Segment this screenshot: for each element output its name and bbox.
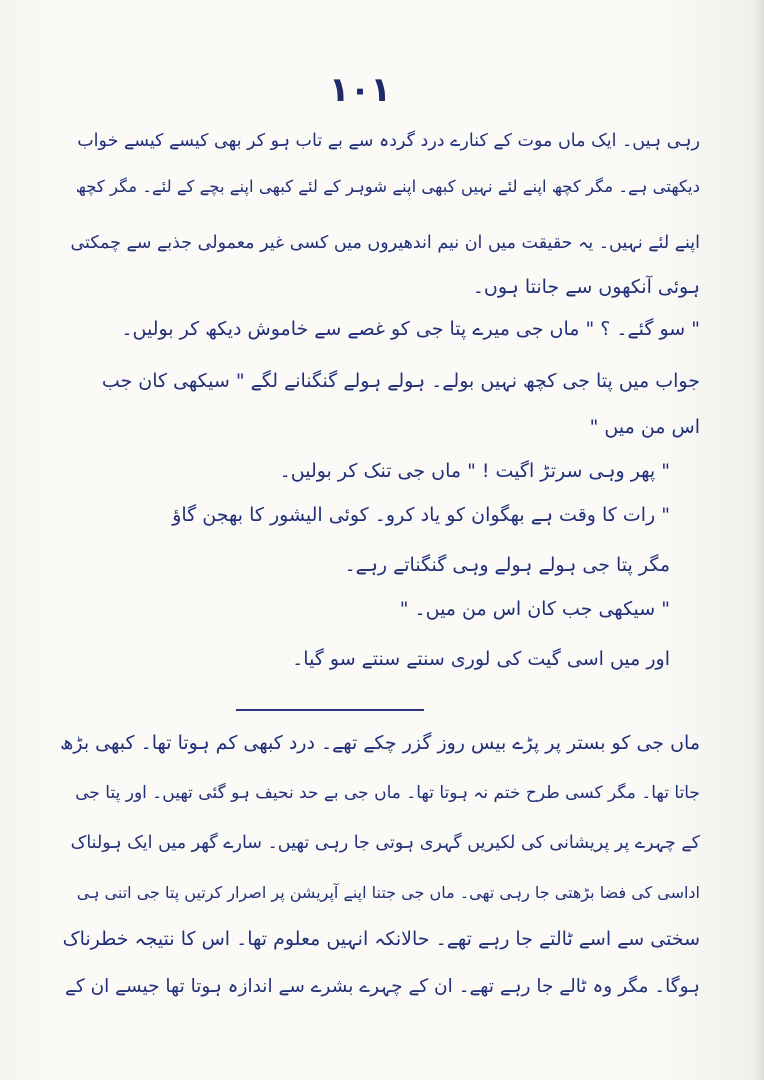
text-line: ہوئی آنکھوں سے جانتا ہوں۔ [472,276,700,298]
section-divider [236,709,424,711]
text-line: اس من میں " [589,416,700,438]
text-line: " پھر وہی سرتڑ اگیت ! " ماں جی تنک کر بولیں۔ [279,460,670,482]
text-line: جواب میں پتا جی کچھ نہیں بولے۔ ہولے ہولے گنگنانے لگے " سیکھی کان جب [101,370,700,392]
page-edge-shadow [754,0,764,1080]
text-line: کے چہرے پر پریشانی کی لکیریں گہری ہوتی جا رہی تھیں۔ سارے گھر میں ایک ہولناک [70,833,700,853]
text-line: " رات کا وقت ہے بھگوان کو یاد کرو۔ کوئی الیشور کا بھجن گاؤ [172,504,670,526]
text-line: مگر پتا جی ہولے ہولے وہی گنگناتے رہے۔ [344,554,670,576]
text-line: اداسی کی فضا بڑھتی جا رہی تھی۔ ماں جی جتنا اپنے آپریشن پر اصرار کرتیں پتا جی اتنی ہی [76,883,700,902]
text-line: دیکھتی ہے۔ مگر کچھ اپنے لئے نہیں کبھی اپنے شوہر کے لئے کبھی اپنے بچے کے لئے۔ مگر کچھ [75,177,700,196]
text-line: جاتا تھا۔ مگر کسی طرح ختم نہ ہوتا تھا۔ ماں جی بے حد نحیف ہو گئی تھیں۔ اور پتا جی [75,783,700,803]
text-line: " سو گئے۔ ؟ " ماں جی میرے پتا جی کو غصے سے خاموش دیکھ کر بولیں۔ [121,318,700,340]
paragraph-block-one [60,128,700,453]
text-line: رہی ہیں۔ ایک ماں موت کے کنارے درد گردہ سے بے تاب ہو کر بھی کیسے کیسے خواب [77,131,700,151]
paragraph-block-three [60,730,700,1020]
page-number: ۱۰۱ [328,70,392,110]
text-line: " سیکھی جب کان اس من میں۔ " [399,598,670,620]
text-line: سختی سے اسے ٹالتے جا رہے تھے۔ حالانکہ انہیں معلوم تھا۔ اس کا نتیجہ خطرناک [62,928,700,950]
text-line: اور میں اسی گیت کی لوری سنتے سنتے سو گیا۔ [292,648,670,670]
text-line: ماں جی کو بستر پر پڑے بیس روز گزر چکے تھے۔ درد کبھی کم ہوتا تھا۔ کبھی بڑھ [60,732,700,754]
text-line: ہوگا۔ مگر وہ ٹالے جا رہے تھے۔ ان کے چہرے بشرے سے اندازہ ہوتا تھا جیسے ان کے [65,976,700,997]
text-line: اپنے لئے نہیں۔ یہ حقیقت میں ان نیم اندھیروں میں کسی غیر معمولی جذبے سے چمکتی [70,233,700,253]
paragraph-block-two [160,458,670,688]
